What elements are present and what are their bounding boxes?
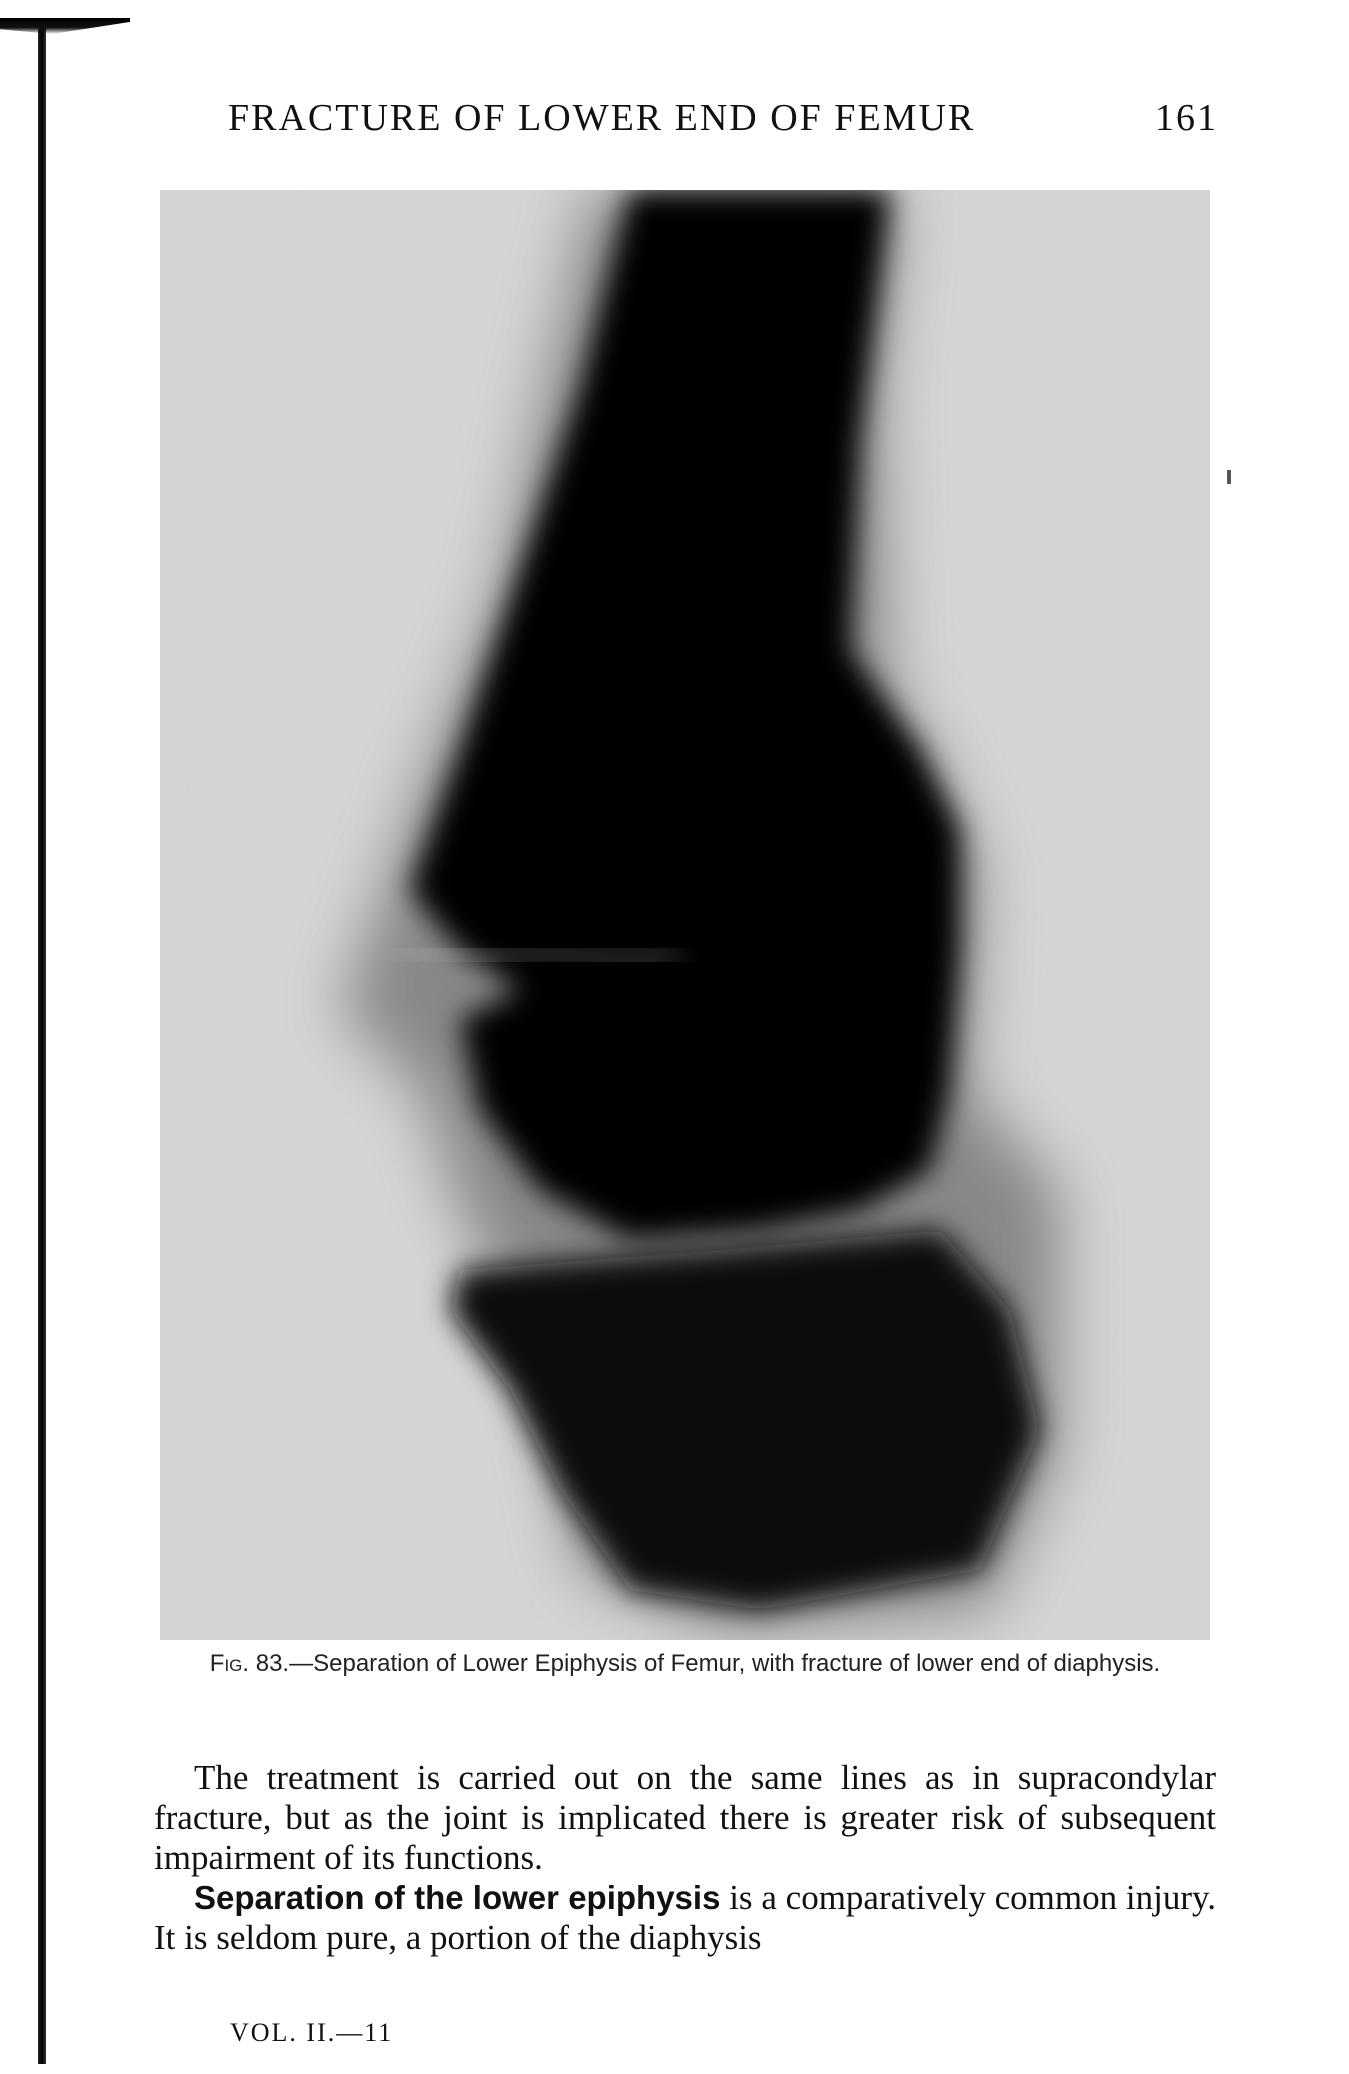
running-title: FRACTURE OF LOWER END OF FEMUR [228,97,976,139]
signature-mark: VOL. II.—11 [230,2018,394,2047]
page-header [228,96,1218,156]
figure-caption [160,1648,1210,1680]
xray-figure [160,190,1210,1640]
paragraph-separation [154,1878,1216,1958]
page-corner-mark [0,18,130,34]
page-number: 161 [1155,97,1218,139]
xray-image [160,190,1210,1640]
paragraph-separation-text: is a comparatively common injury. It is seldom pure, a portion of the diaphysis [154,1878,1216,1957]
margin-mark [1227,470,1231,484]
page-spine-edge [38,24,46,2064]
body-text [154,1758,1216,1958]
figure-caption-text: —Separation of Lower Epiphysis of Femur, with fracture of lower end of diaphysis. [289,1650,1161,1677]
figure-label: Fig. 83. [209,1650,290,1677]
bold-term-separation: Separation of the lower epiphysis [194,1879,721,1916]
paragraph-treatment: The treatment is carried out on the same lines as in supracondylar fracture, but as the joint is implicated there is greater risk of subsequent impairment of its functions. [154,1758,1216,1877]
